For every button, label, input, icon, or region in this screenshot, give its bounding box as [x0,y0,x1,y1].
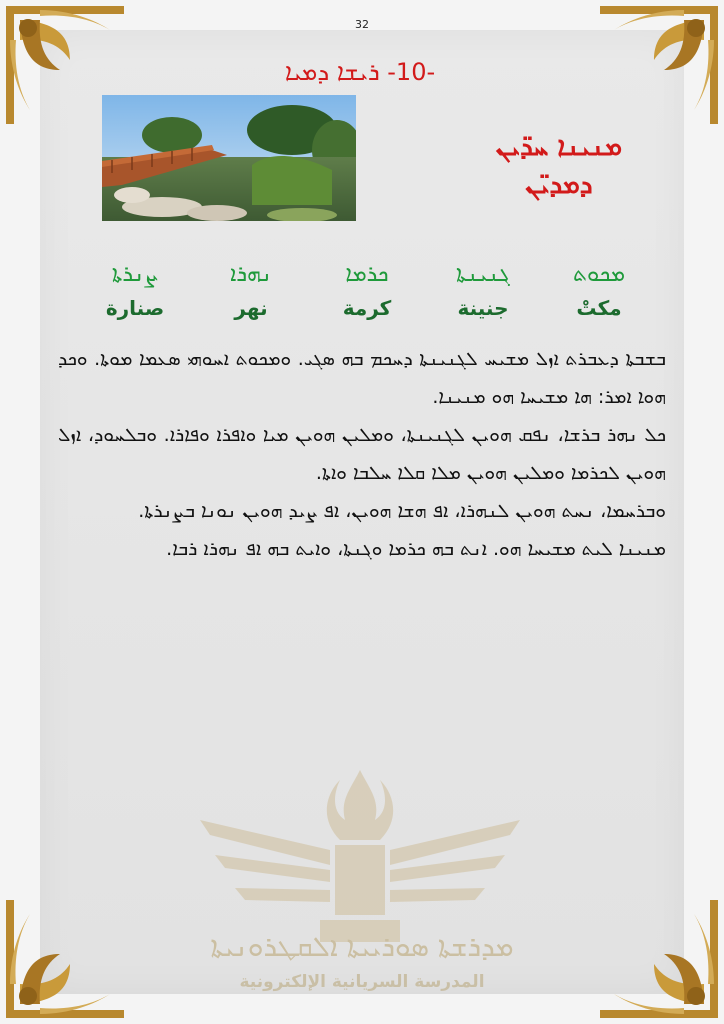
paragraph: ܘܒܪܚܡܐ، ܢܚܬ ܗܘܝܢ ܠܢܗܪܐ، ܐܦ ܗܫܐ ܗܘܝܢ، ܐܦ ܨܝܕ ܗܘܝܢ ܢܘܢܐ ܒܨܢܪܬܐ. [138,500,666,522]
paragraph: ܟܠ ܢܗܪ ܒܪܫܐ، ܢܦܩ ܗܘܝܢ ܠܓܢܝܢܬܐ، ܘܡܠܝܢ ܗܘܝܢ ܡܝܐ ܘܐܦܪܐ ܘܦܐܪܐ. ܘܒܠܚܘܕ، ܐܙܠ ܗܘܝܢ ܠܟܪܡܐ ܘܡܠܝܢ ܗܘܝܢ ܡܠܐ ܩܠܐ ܚܠܒܐ ܘܐܬܐ. [58,424,666,484]
vocab-word-syriac: ܓܢܝܢܬܐ [455,262,510,287]
vocab-word-arabic: مكتْ [576,296,622,320]
vocab-word-arabic: نهر [234,296,268,320]
lesson-subtitle [474,128,644,204]
vocab-word-arabic: جنينة [457,296,509,320]
vocab-word-syriac: ܟܪܡܐ [345,262,389,287]
vocab-word-syriac: ܡܟܘܬ [572,262,626,287]
paragraph: ܡܢܝܢܐ ܠܝܬ ܡܫܝܚܐ ܗܘ. ܐܢܬ ܒܗ ܟܪܡܐ ܘܓܢܬܐ، ܘܐܝܬ ܒܗ ܐܦ ܢܗܪܐ ܪܒܐ. [166,538,666,560]
park-bridge-photo [102,95,356,221]
vocab-word-arabic: صنارة [105,296,165,320]
page-number: 32 [355,18,369,31]
lesson-body [58,340,666,568]
school-name-syriac: ܡܕܪܫܬܐ ܣܘܪܝܝܬܐ ܐܠܩܛܪܘܢܝܬܐ [210,930,514,963]
vocab-word-syriac: ܢܗܪܐ [230,262,272,287]
vocabulary-table [60,262,664,326]
paragraph: ܒܫܒܬܐ ܕܥܒܪܬ ܐܙܠ ܡܫܝܚ ܠܓܢܝܢܬܐ ܕܚܟܡ ܒܗ ܣܓܝ. ܘܡܟܘܬ ܐܚܘܗܝ ܣܥܡܐ ܡܘܬܐ. ܘܟܕ ܗܘܐ ܐܡܪ: ܗܐ ܡܫܝܚܐ ܗܘ ܡܢܝܢܐ. [58,348,666,408]
subtitle-line: ܡܢܝܢܐ ܚܕ̈ܝܢ [496,132,622,162]
lesson-title: -10- ܪܝܫܐ ܕܡܝܐ [284,58,436,86]
school-emblem-icon [190,760,530,1005]
subtitle-line: ܕܡܕܝ̈ܢ [525,170,593,200]
vocab-word-arabic: كرمة [342,296,392,320]
vocabulary-syriac-row [60,262,664,296]
vocabulary-arabic-row [60,296,664,326]
school-name-arabic: المدرسة السريانية الإلكترونية [239,972,485,992]
vocab-word-syriac: ܨܢܪܬܐ [111,262,159,287]
